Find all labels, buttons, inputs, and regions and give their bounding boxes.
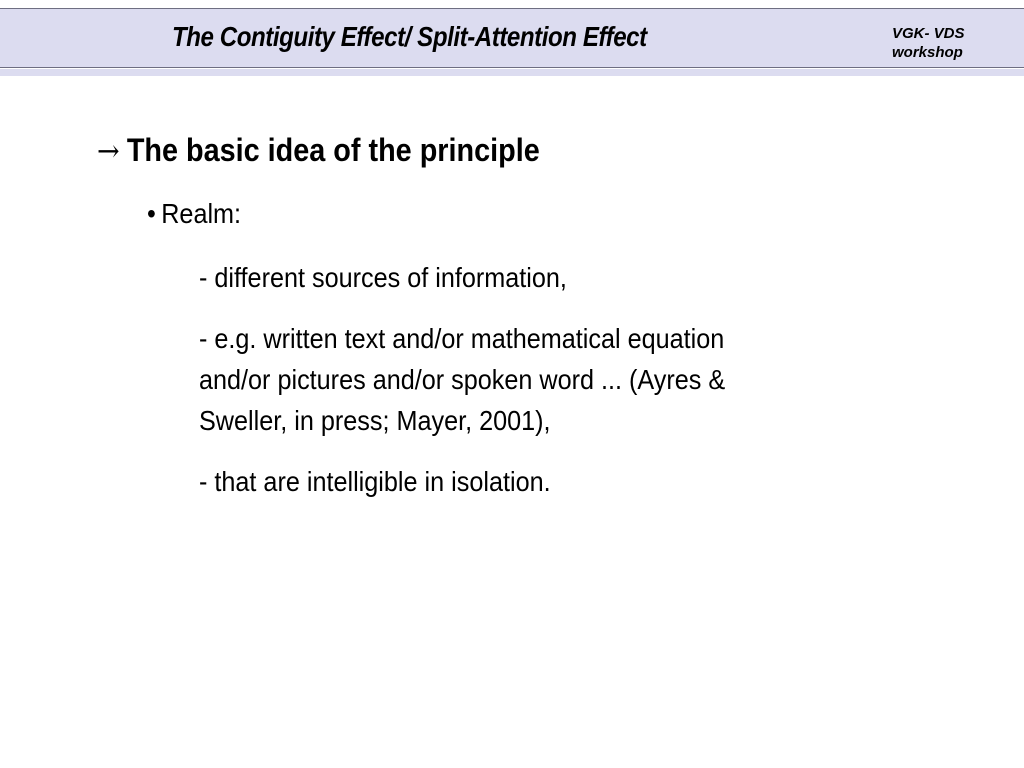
sub-item-2-line-1: - e.g. written text and/or mathematical equation	[199, 323, 725, 354]
section-heading-text: The basic idea of the principle	[126, 132, 540, 168]
bullet-item	[147, 197, 241, 231]
sub-item-1: - different sources of information,	[199, 262, 567, 293]
sub-item-2	[199, 318, 793, 441]
section-heading	[97, 131, 540, 171]
sub-item-2-line-2: and/or pictures and/or spoken word ... (Ayres &	[199, 364, 726, 395]
slide-title: The Contiguity Effect/ Split-Attention Effect	[172, 21, 647, 52]
sub-item-3: - that are intelligible in isolation.	[199, 466, 551, 497]
workshop-label-line-2: workshop	[892, 44, 963, 61]
bullet-dot-icon: •	[147, 198, 156, 229]
right-arrow-icon: →	[97, 134, 120, 169]
bullet-text: Realm:	[161, 198, 242, 229]
workshop-label-line-1: VGK- VDS	[892, 25, 965, 42]
sub-item-2-line-3: Sweller, in press; Mayer, 2001),	[199, 405, 551, 436]
